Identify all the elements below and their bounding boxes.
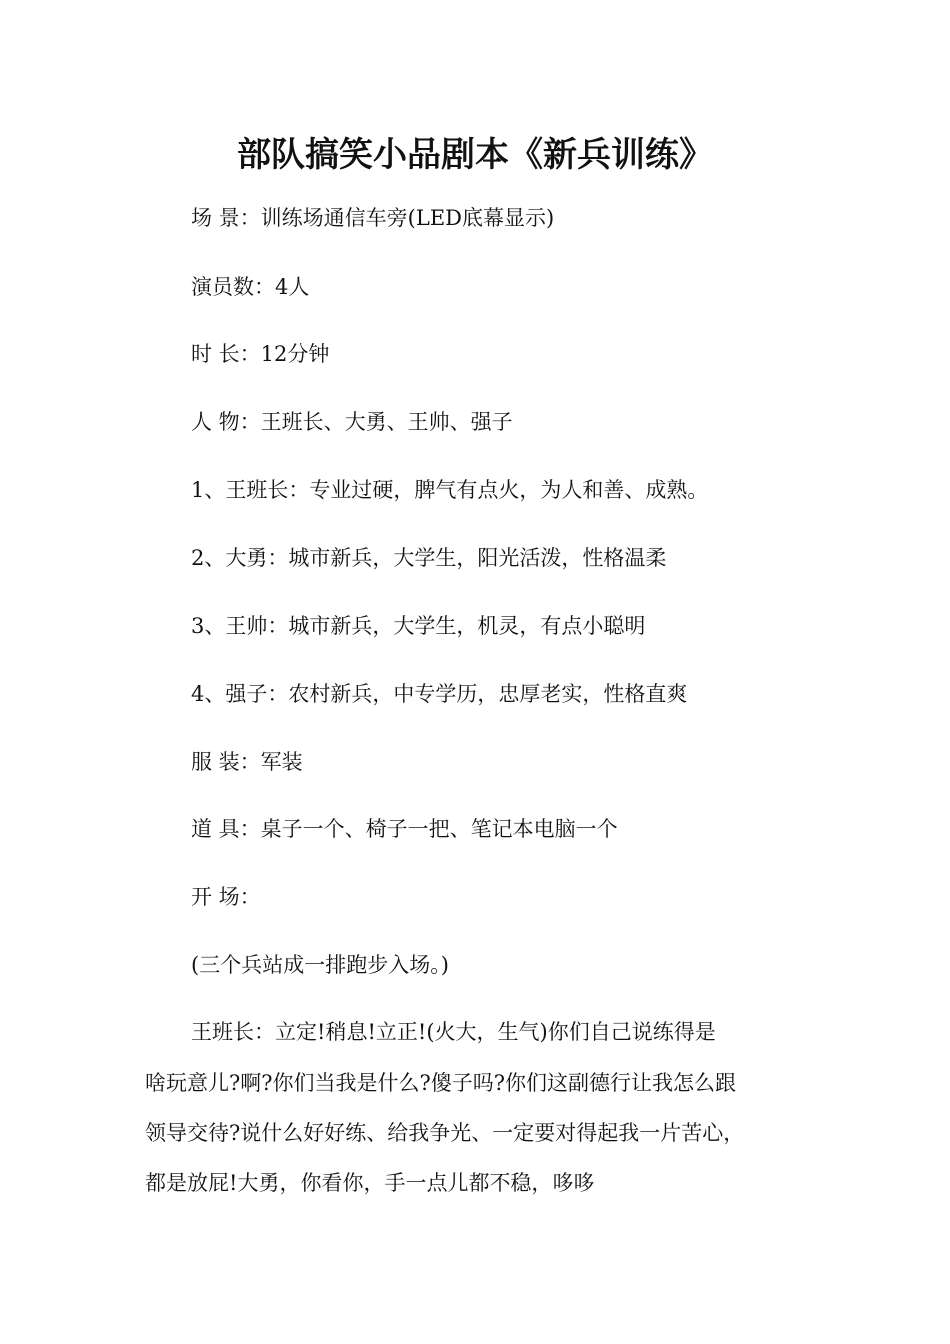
dialogue-line: 啥玩意儿?啊?你们当我是什么?傻子吗?你们这副德行让我怎么跟 — [145, 1071, 737, 1095]
stage-direction-line: (三个兵站成一排跑步入场。) — [191, 953, 449, 977]
characters-line: 人 物：王班长、大勇、王帅、强子 — [191, 410, 513, 434]
dialogue-line: 领导交待?说什么好好练、给我争光、一定要对得起我一片苦心， — [145, 1121, 745, 1145]
character-4-line: 4、强子：农村新兵，中专学历，忠厚老实，性格直爽 — [191, 682, 688, 706]
duration-line: 时 长：12分钟 — [191, 342, 330, 366]
dialogue-line: 都是放屁!大勇，你看你，手一点儿都不稳，哆哆 — [145, 1171, 595, 1195]
props-line: 道 具：桌子一个、椅子一把、笔记本电脑一个 — [191, 817, 618, 841]
dialogue-line: 王班长：立定!稍息!立正!(火大，生气)你们自己说练得是 — [191, 1020, 716, 1044]
costume-line: 服 装：军装 — [191, 750, 303, 774]
character-1-line: 1、王班长：专业过硬，脾气有点火，为人和善、成熟。 — [191, 478, 709, 502]
opening-line: 开 场： — [191, 885, 261, 909]
cast-count-line: 演员数：4人 — [191, 275, 310, 299]
character-3-line: 3、王帅：城市新兵，大学生，机灵，有点小聪明 — [191, 614, 646, 638]
character-2-line: 2、大勇：城市新兵，大学生，阳光活泼，性格温柔 — [191, 546, 667, 570]
document-title: 部队搞笑小品剧本《新兵训练》 — [237, 135, 713, 175]
scene-line: 场 景：训练场通信车旁(LED底幕显示) — [191, 206, 555, 230]
